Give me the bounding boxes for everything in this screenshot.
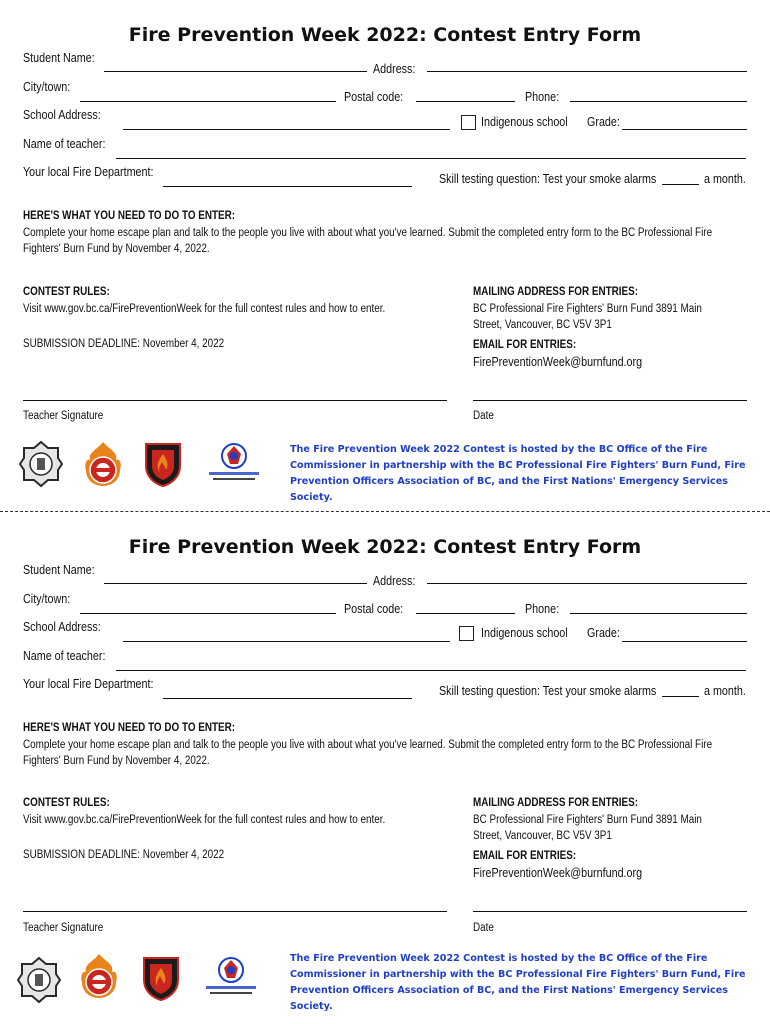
- postal-code-field[interactable]: [416, 101, 515, 102]
- hosted-statement: The Fire Prevention Week 2022 Contest is hosted by the BC Office of the Fire Commissioner in partnership with the BC Professional Fire Fighters' Burn Fund, Fire Prevention Officers Association of BC, and the First Nations' Emergency Services Society.: [290, 444, 746, 503]
- fire-department-field[interactable]: [163, 186, 412, 187]
- first-nations-emergency-services-logo-icon: [202, 954, 260, 1002]
- submission-deadline: SUBMISSION DEADLINE: November 4, 2022: [23, 849, 225, 861]
- city-field[interactable]: [80, 613, 336, 614]
- fire-department-field[interactable]: [163, 698, 412, 699]
- entry-form-bottom: [0, 512, 770, 1012]
- student-name-label: Student Name:: [23, 51, 95, 65]
- form-title: Fire Prevention Week 2022: Contest Entry Form: [128, 536, 642, 558]
- enter-instructions: Complete your home escape plan and talk to the people you live with about what you've learned. Submit the completed entry form to the BC Professional Fire Fighters' Burn Fund by November 4, 2022.: [23, 227, 713, 255]
- first-nations-emergency-services-logo-icon: [205, 440, 263, 488]
- form-title: Fire Prevention Week 2022: Contest Entry Form: [128, 24, 642, 46]
- fire-prevention-officers-shield-icon: [140, 440, 186, 488]
- hosted-statement: The Fire Prevention Week 2022 Contest is hosted by the BC Office of the Fire Commissioner in partnership with the BC Professional Fire Fighters' Burn Fund, Fire Prevention Officers Association of BC, and the First Nations' Emergency Services Society.: [290, 953, 746, 1012]
- phone-field[interactable]: [570, 613, 747, 614]
- teacher-name-field[interactable]: [116, 670, 746, 671]
- grade-label: Grade:: [587, 626, 620, 640]
- address-field[interactable]: [427, 71, 747, 72]
- phone-field[interactable]: [570, 101, 747, 102]
- address-field[interactable]: [427, 583, 747, 584]
- fire-prevention-officers-shield-icon: [138, 954, 184, 1002]
- teacher-signature-label: Teacher Signature: [23, 410, 104, 422]
- teacher-signature-label: Teacher Signature: [23, 922, 104, 934]
- email-address[interactable]: FirePreventionWeek@burnfund.org: [473, 866, 643, 880]
- mailing-heading: MAILING ADDRESS FOR ENTRIES:: [473, 286, 639, 298]
- mailing-address: BC Professional Fire Fighters' Burn Fund 3891 Main Street, Vancouver, BC V5V 3P1: [473, 814, 702, 842]
- postal-code-label: Postal code:: [344, 602, 404, 616]
- burn-fund-logo-icon: [80, 440, 126, 488]
- enter-heading: HERE'S WHAT YOU NEED TO DO TO ENTER:: [23, 722, 236, 734]
- entry-form-top: [0, 0, 770, 503]
- skill-question: Skill testing question: Test your smoke alarms: [439, 172, 657, 186]
- date-label: Date: [473, 922, 494, 934]
- address-label: Address:: [373, 574, 416, 588]
- address-label: Address:: [373, 62, 416, 76]
- phone-label: Phone:: [525, 602, 560, 616]
- enter-heading: HERE'S WHAT YOU NEED TO DO TO ENTER:: [23, 210, 236, 222]
- teacher-signature-field[interactable]: [23, 911, 447, 912]
- teacher-name-label: Name of teacher:: [23, 649, 106, 663]
- rules-text: Visit www.gov.bc.ca/FirePreventionWeek for the full contest rules and how to enter.: [23, 814, 386, 826]
- mailing-address: BC Professional Fire Fighters' Burn Fund 3891 Main Street, Vancouver, BC V5V 3P1: [473, 303, 702, 331]
- city-field[interactable]: [80, 101, 336, 102]
- email-heading: EMAIL FOR ENTRIES:: [473, 339, 577, 351]
- school-address-field[interactable]: [123, 641, 450, 642]
- email-heading: EMAIL FOR ENTRIES:: [473, 850, 577, 862]
- date-field[interactable]: [473, 400, 747, 401]
- city-label: City/town:: [23, 592, 71, 606]
- mailing-heading: MAILING ADDRESS FOR ENTRIES:: [473, 797, 639, 809]
- skill-answer-field[interactable]: [662, 184, 699, 185]
- rules-heading: CONTEST RULES:: [23, 286, 110, 298]
- student-name-field[interactable]: [104, 71, 367, 72]
- student-name-field[interactable]: [104, 583, 367, 584]
- phone-label: Phone:: [525, 90, 560, 104]
- date-label: Date: [473, 410, 494, 422]
- skill-suffix: a month.: [704, 684, 746, 698]
- teacher-signature-field[interactable]: [23, 400, 447, 401]
- enter-instructions: Complete your home escape plan and talk to the people you live with about what you've learned. Submit the completed entry form to the BC Professional Fire Fighters' Burn Fund by November 4, 2022.: [23, 739, 713, 767]
- grade-field[interactable]: [622, 129, 747, 130]
- submission-deadline: SUBMISSION DEADLINE: November 4, 2022: [23, 338, 225, 350]
- student-name-label: Student Name:: [23, 563, 95, 577]
- fire-commissioner-badge-icon: [16, 956, 62, 1004]
- fire-department-label: Your local Fire Department:: [23, 677, 154, 691]
- rules-text: Visit www.gov.bc.ca/FirePreventionWeek for the full contest rules and how to enter.: [23, 303, 386, 315]
- rules-heading: CONTEST RULES:: [23, 797, 110, 809]
- indigenous-school-checkbox[interactable]: [459, 626, 474, 641]
- date-field[interactable]: [473, 911, 747, 912]
- indigenous-school-label: Indigenous school: [481, 626, 568, 640]
- postal-code-label: Postal code:: [344, 90, 404, 104]
- grade-label: Grade:: [587, 115, 620, 129]
- skill-answer-field[interactable]: [662, 696, 699, 697]
- burn-fund-logo-icon: [76, 952, 122, 1000]
- email-address[interactable]: FirePreventionWeek@burnfund.org: [473, 355, 643, 369]
- city-label: City/town:: [23, 80, 71, 94]
- teacher-name-field[interactable]: [116, 158, 746, 159]
- grade-field[interactable]: [622, 641, 747, 642]
- school-address-label: School Address:: [23, 620, 101, 634]
- postal-code-field[interactable]: [416, 613, 515, 614]
- fire-department-label: Your local Fire Department:: [23, 165, 154, 179]
- teacher-name-label: Name of teacher:: [23, 137, 106, 151]
- school-address-field[interactable]: [123, 129, 450, 130]
- indigenous-school-checkbox[interactable]: [461, 115, 476, 130]
- fire-commissioner-badge-icon: [18, 440, 64, 488]
- indigenous-school-label: Indigenous school: [481, 115, 568, 129]
- school-address-label: School Address:: [23, 108, 101, 122]
- skill-question: Skill testing question: Test your smoke alarms: [439, 684, 657, 698]
- skill-suffix: a month.: [704, 172, 746, 186]
